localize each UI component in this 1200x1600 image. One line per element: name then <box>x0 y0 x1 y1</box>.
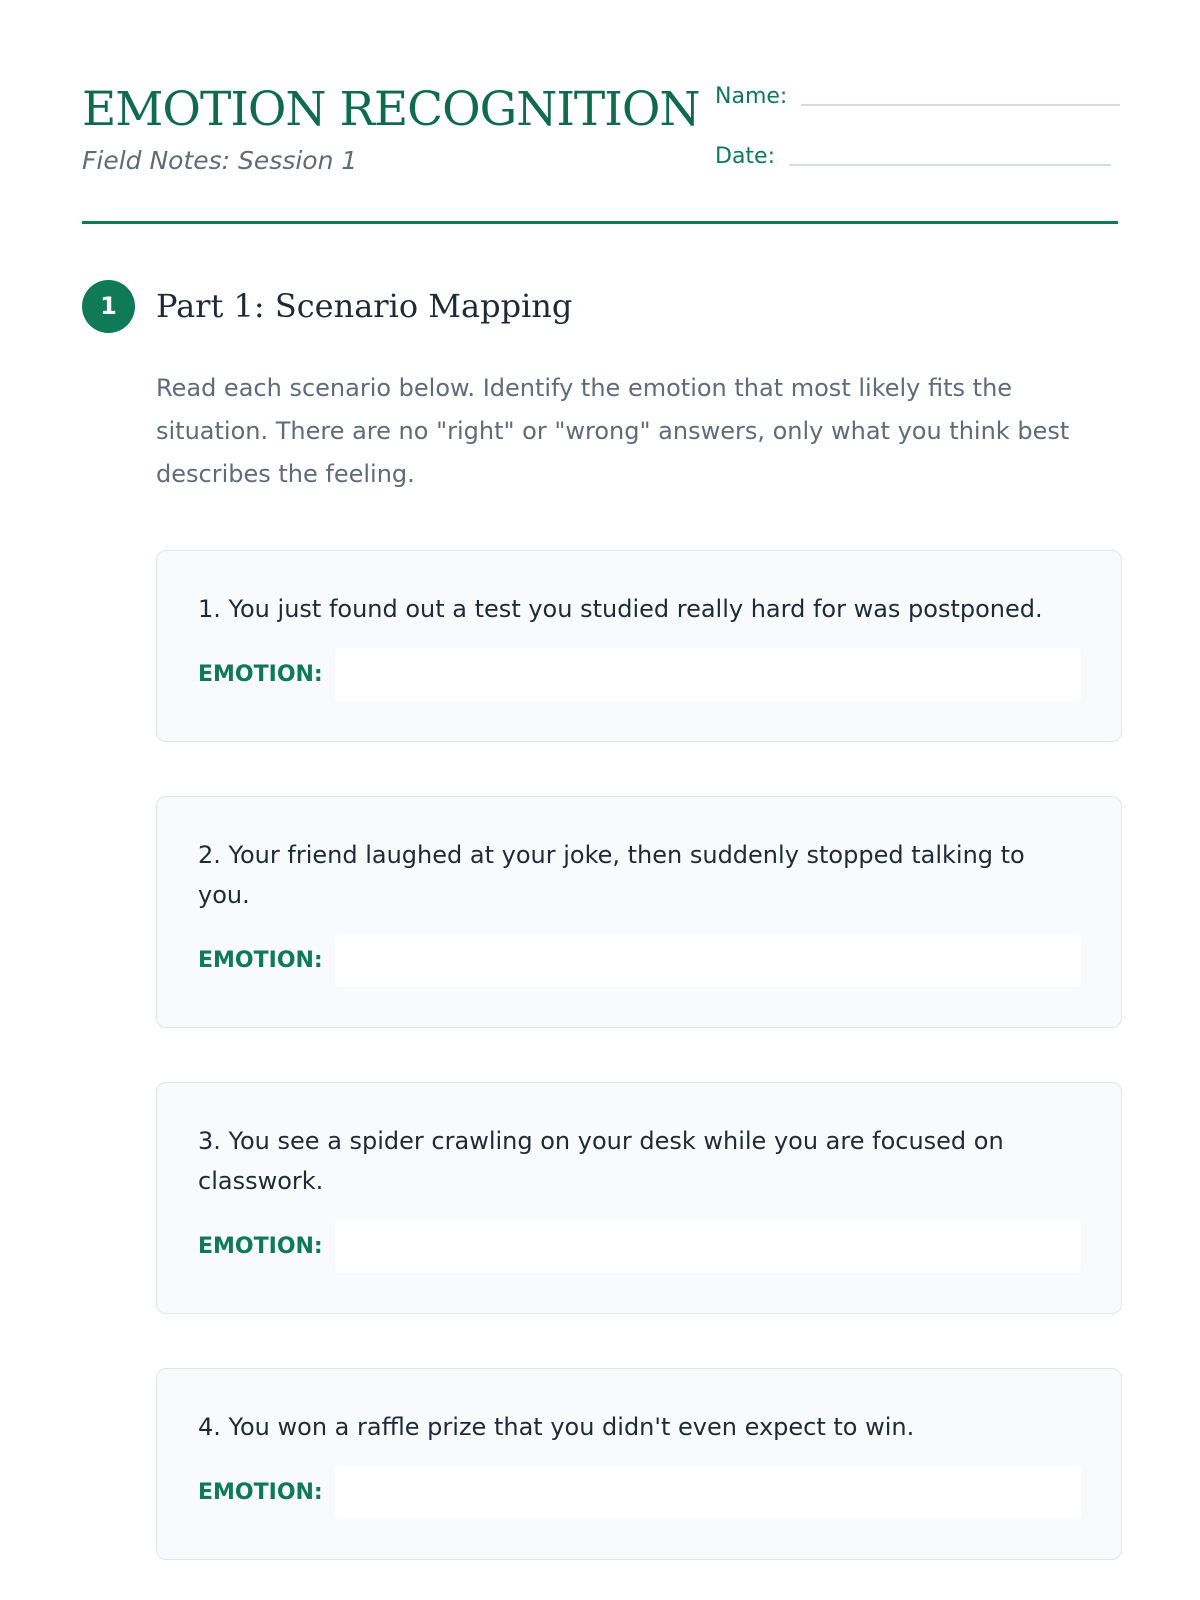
emotion-input[interactable] <box>335 934 1081 987</box>
answer-row <box>198 934 1081 987</box>
page-title: EMOTION RECOGNITION <box>82 82 700 137</box>
scenario-question: 3. You see a spider crawling on your desk while you are focused on classwork. <box>198 1127 1004 1195</box>
section-number-badge: 1 <box>82 280 135 333</box>
scenario-question: 1. You just found out a test you studied really hard for was postponed. <box>198 595 1043 623</box>
section-header <box>82 279 1118 333</box>
answer-row <box>198 1466 1081 1519</box>
scenario-card <box>156 1368 1122 1560</box>
worksheet-header <box>82 0 1118 224</box>
scenario-card <box>156 796 1122 1028</box>
scenario-card <box>156 550 1122 742</box>
scenario-question: 4. You won a raffle prize that you didn't even expect to win. <box>198 1413 915 1441</box>
date-field <box>715 144 1111 169</box>
emotion-label: EMOTION: <box>198 948 323 973</box>
answer-row <box>198 1220 1081 1273</box>
section-title: Part 1: Scenario Mapping <box>156 287 573 325</box>
name-label: Name: <box>715 84 788 109</box>
answer-row <box>198 648 1081 701</box>
emotion-input[interactable] <box>335 648 1081 701</box>
emotion-label: EMOTION: <box>198 1480 323 1505</box>
date-line[interactable] <box>789 164 1111 166</box>
scenario-list <box>156 550 1118 1560</box>
name-line[interactable] <box>801 104 1120 106</box>
scenario-question: 2. Your friend laughed at your joke, then suddenly stopped talking to you. <box>198 841 1025 909</box>
section-content <box>156 367 1118 1560</box>
name-field <box>715 84 1120 109</box>
scenario-card <box>156 1082 1122 1314</box>
emotion-label: EMOTION: <box>198 1234 323 1259</box>
emotion-input[interactable] <box>335 1466 1081 1519</box>
instructions-text: Read each scenario below. Identify the emotion that most likely fits the situation. There are no "right" or "wrong" answers, only what you think best describes the feeling. <box>156 374 1070 488</box>
emotion-input[interactable] <box>335 1220 1081 1273</box>
page-subtitle: Field Notes: Session 1 <box>82 146 358 175</box>
emotion-label: EMOTION: <box>198 662 323 687</box>
date-label: Date: <box>715 144 775 169</box>
